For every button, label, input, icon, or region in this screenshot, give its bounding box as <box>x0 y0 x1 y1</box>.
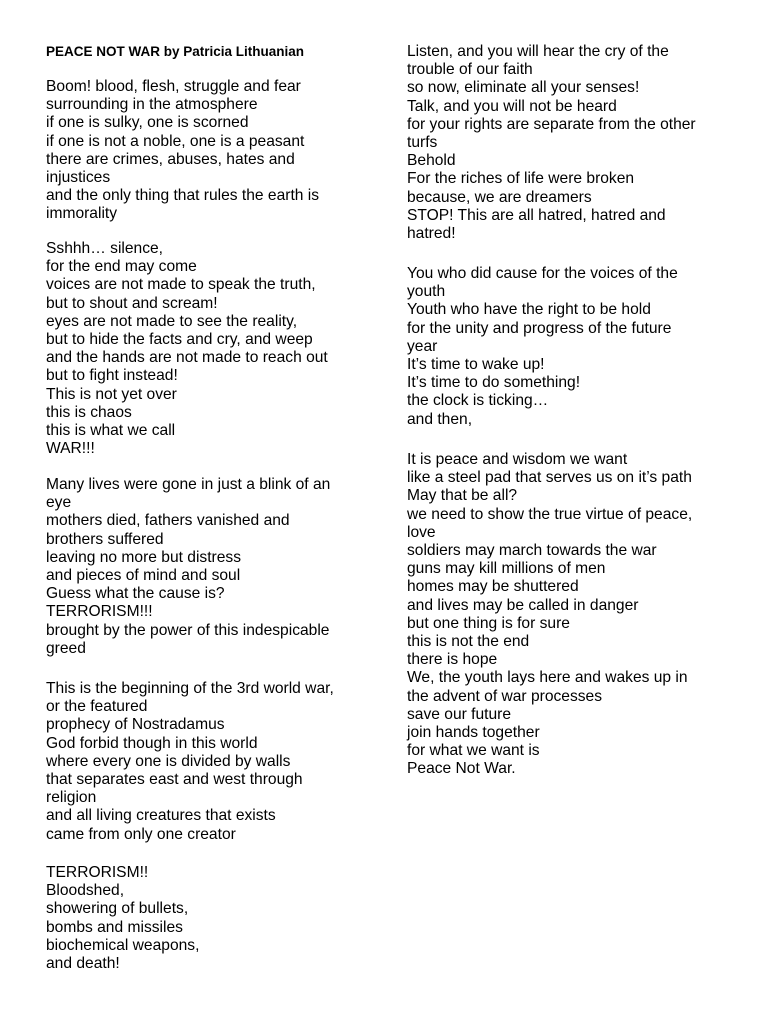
poem-line: greed <box>46 639 86 657</box>
poem-line: surrounding in the atmosphere <box>46 96 258 114</box>
poem-line: because, we are dreamers <box>407 188 592 206</box>
poem-line: prophecy of Nostradamus <box>46 716 225 734</box>
poem-line: like a steel pad that serves us on it’s path <box>407 469 692 487</box>
poem-line: bombs and missiles <box>46 918 183 936</box>
poem-line: Behold <box>407 152 456 170</box>
stanza-4 <box>46 680 334 844</box>
poem-line: biochemical weapons, <box>46 936 200 954</box>
poem-line: hatred! <box>407 225 456 243</box>
poem-line: brothers suffered <box>46 530 164 548</box>
poem-line: or the featured <box>46 698 148 716</box>
poem-line: we need to show the true virtue of peace, <box>407 505 693 523</box>
poem-line: Many lives were gone in just a blink of an <box>46 476 331 493</box>
poem-line: May that be all? <box>407 487 518 505</box>
poem-line: came from only one creator <box>46 825 236 843</box>
poem-line: this is what we call <box>46 422 176 440</box>
poem-line: youth <box>407 283 446 301</box>
poem-line: It’s time to do something! <box>407 374 581 392</box>
poem-line: showering of bullets, <box>46 900 189 918</box>
poem-line: and the only thing that rules the earth is <box>46 187 320 205</box>
poem-line: and all living creatures that exists <box>46 807 276 825</box>
poem-line: this is not the end <box>407 633 530 651</box>
poem-line: Guess what the cause is? <box>46 585 225 603</box>
stanza-7 <box>407 265 678 429</box>
poem-line: guns may kill millions of men <box>407 560 606 578</box>
poem-line: and pieces of mind and soul <box>46 567 241 585</box>
poem-line: love <box>407 523 436 541</box>
poem-line: injustices <box>46 169 111 187</box>
stanza-5 <box>46 864 199 973</box>
poem-line: This is the beginning of the 3rd world war, <box>46 680 334 697</box>
poem-line: It’s time to wake up! <box>407 356 545 374</box>
stanza-2 <box>46 240 328 458</box>
poem-line: and then, <box>407 410 473 428</box>
poem-line: and lives may be called in danger <box>407 596 639 614</box>
poem-line: This is not yet over <box>46 385 177 403</box>
poem-line: for what we want is <box>407 742 540 760</box>
stanza-6 <box>407 43 696 243</box>
poem-line: You who did cause for the voices of the <box>407 265 678 282</box>
poem-line: TERRORISM!!! <box>46 603 153 621</box>
poem-line: the clock is ticking… <box>407 392 549 410</box>
poem-line: Youth who have the right to be hold <box>407 301 651 319</box>
poem-line: if one is sulky, one is scorned <box>46 114 249 132</box>
poem-line: trouble of our faith <box>407 61 533 79</box>
poem-line: For the riches of life were broken <box>407 170 635 188</box>
poem-line: join hands together <box>407 724 540 742</box>
poem-line: for the end may come <box>46 258 197 276</box>
poem-line: It is peace and wisdom we want <box>407 451 628 468</box>
poem-line: and death! <box>46 955 120 973</box>
poem-line: brought by the power of this indespicable <box>46 621 330 639</box>
poem-line: but to hide the facts and cry, and weep <box>46 331 313 349</box>
poem-line: if one is not a noble, one is a peasant <box>46 132 305 150</box>
poem-line: leaving no more but distress <box>46 548 242 566</box>
poem-line: save our future <box>407 705 512 723</box>
poem-line: We, the youth lays here and wakes up in <box>407 669 688 687</box>
poem-line: year <box>407 337 438 355</box>
poem-line: eyes are not made to see the reality, <box>46 312 298 330</box>
stanza-3 <box>46 476 330 658</box>
poem-line: God forbid though in this world <box>46 734 258 752</box>
poem-line: mothers died, fathers vanished and <box>46 512 290 530</box>
poem-line: STOP! This are all hatred, hatred and <box>407 206 666 224</box>
poem-line: there is hope <box>407 651 498 669</box>
poem-line: eye <box>46 494 72 512</box>
poem-line: there are crimes, abuses, hates and <box>46 150 295 168</box>
poem-line: turfs <box>407 134 438 152</box>
poem-line: for the unity and progress of the future <box>407 319 672 337</box>
poem-line: soldiers may march towards the war <box>407 542 657 560</box>
poem-line: so now, eliminate all your senses! <box>407 79 640 97</box>
stanza-8 <box>407 451 692 779</box>
poem-line: Bloodshed, <box>46 882 125 900</box>
poem-line: the advent of war processes <box>407 687 603 705</box>
poem-line: this is chaos <box>46 403 132 421</box>
poem-line: Sshhh… silence, <box>46 240 164 257</box>
poem-line: but to shout and scream! <box>46 294 218 312</box>
poem-line: Peace Not War. <box>407 760 516 778</box>
poem-line: and the hands are not made to reach out <box>46 349 328 367</box>
poem-line: that separates east and west through <box>46 771 303 789</box>
poem-line: voices are not made to speak the truth, <box>46 276 316 294</box>
poem-line: Listen, and you will hear the cry of the <box>407 43 669 60</box>
poem-line: homes may be shuttered <box>407 578 579 596</box>
poem-line: but one thing is for sure <box>407 614 570 632</box>
poem-line: Boom! blood, flesh, struggle and fear <box>46 78 301 95</box>
poem-title: PEACE NOT WAR by Patricia Lithuanian <box>46 44 305 59</box>
poem-line: WAR!!! <box>46 440 95 458</box>
stanza-1 <box>46 78 319 224</box>
poem-line: Talk, and you will not be heard <box>407 97 617 115</box>
poem-line: immorality <box>46 205 118 223</box>
poem-line: for your rights are separate from the other <box>407 115 696 133</box>
poem-line: but to fight instead! <box>46 367 178 385</box>
poem-line: religion <box>46 789 97 807</box>
poem-line: where every one is divided by walls <box>46 752 291 770</box>
poem-line: TERRORISM!! <box>46 864 149 881</box>
